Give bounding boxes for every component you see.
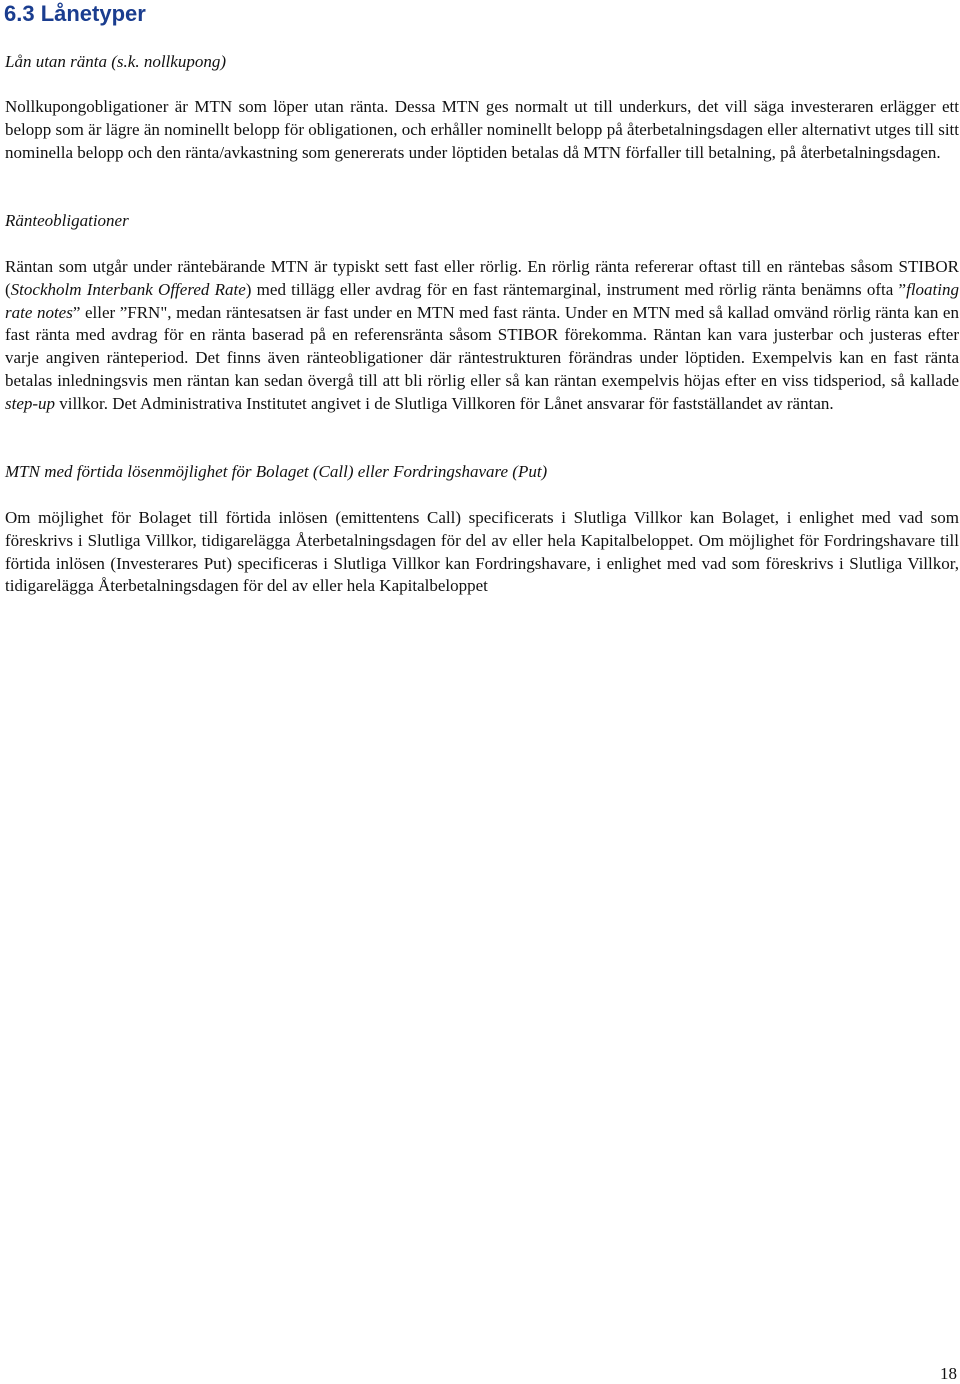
section-heading: 6.3 Lånetyper — [4, 1, 146, 26]
interest-bonds-text-2: ) med tillägg eller avdrag för en fast räntemarginal, instrument med rörlig ränta benämns ofta ” — [245, 279, 907, 299]
paragraph-interest-bonds — [5, 256, 959, 416]
interest-bonds-italic-stibor: Stockholm Interbank Offered Rate — [10, 279, 246, 299]
paragraph-early-redemption-text: Om möjlighet för Bolaget till förtida inlösen (emittentens Call) specificerats i Slutliga Villkor kan Bolaget, i enlighet med vad som föreskrivs i Slutliga Villkor, tidigarelägga Återbetalningsdagen för del av eller hela Kapitalbeloppet. Om möjlighet för Fordringshavare till förtida inlösen (Investerares Put) specificeras i Slutliga Villkor kan Fordringshavare, i enlighet med vad som föreskrivs i Slutliga Villkor, tidigarelägga Återbetalningsdagen för del av eller hela Kapitalbeloppet — [5, 508, 959, 596]
subsection-title-early-redemption: MTN med förtida lösenmöjlighet för Bolaget (Call) eller Fordringshavare (Put) — [5, 462, 548, 481]
interest-bonds-text-3: ” eller ”FRN", medan räntesatsen är fast under en MTN med fast ränta. Under en MTN med så kallad omvänd rörlig ränta kan en fast ränta med avdrag för en ränta baserad på en referensränta såsom STIBOR förekomma. Räntan kan vara justerbar och justeras efter varje angiven ränteperiod. Det finns även ränteobligationer där räntestrukturen förändras under löptiden. Exempelvis kan en fast ränta betalas inledningsvis men räntan kan sedan övergå till att bli rörlig eller så kan räntan exempelvis höjas efter en viss tidsperiod, så kallade — [5, 302, 959, 390]
paragraph-zero-coupon — [5, 96, 959, 164]
subsection-title-interest-bonds: Ränteobligationer — [5, 211, 129, 230]
paragraph-interest-bonds-text — [5, 256, 959, 416]
interest-bonds-italic-step-up: step-up — [5, 393, 56, 413]
page-number: 18 — [940, 1364, 957, 1383]
interest-bonds-italic-frn: floating rate notes — [5, 279, 960, 322]
paragraph-early-redemption — [5, 507, 959, 598]
subsection-title-zero-coupon: Lån utan ränta (s.k. nollkupong) — [5, 52, 226, 71]
paragraph-zero-coupon-text: Nollkupongobligationer är MTN som löper utan ränta. Dessa MTN ges normalt ut till underkurs, det vill säga investeraren erlägger ett belopp som är lägre än nominellt belopp för obligationen, och erhåller nominellt belopp på återbetalningsdagen eller alternativt utges till sitt nominella belopp och den ränta/avkastning som genererats under löptiden betalas då MTN förfaller till betalning, på återbetalningsdagen. — [5, 97, 959, 162]
interest-bonds-text-4: villkor. Det Administrativa Institutet angivet i de Slutliga Villkoren för Lånet ansvarar för fastställandet av räntan. — [55, 393, 834, 413]
interest-bonds-text-1: Räntan som utgår under räntebärande MTN är typiskt sett fast eller rörlig. En rörlig ränta refererar oftast till en räntebas såsom STIBOR ( — [5, 257, 959, 299]
